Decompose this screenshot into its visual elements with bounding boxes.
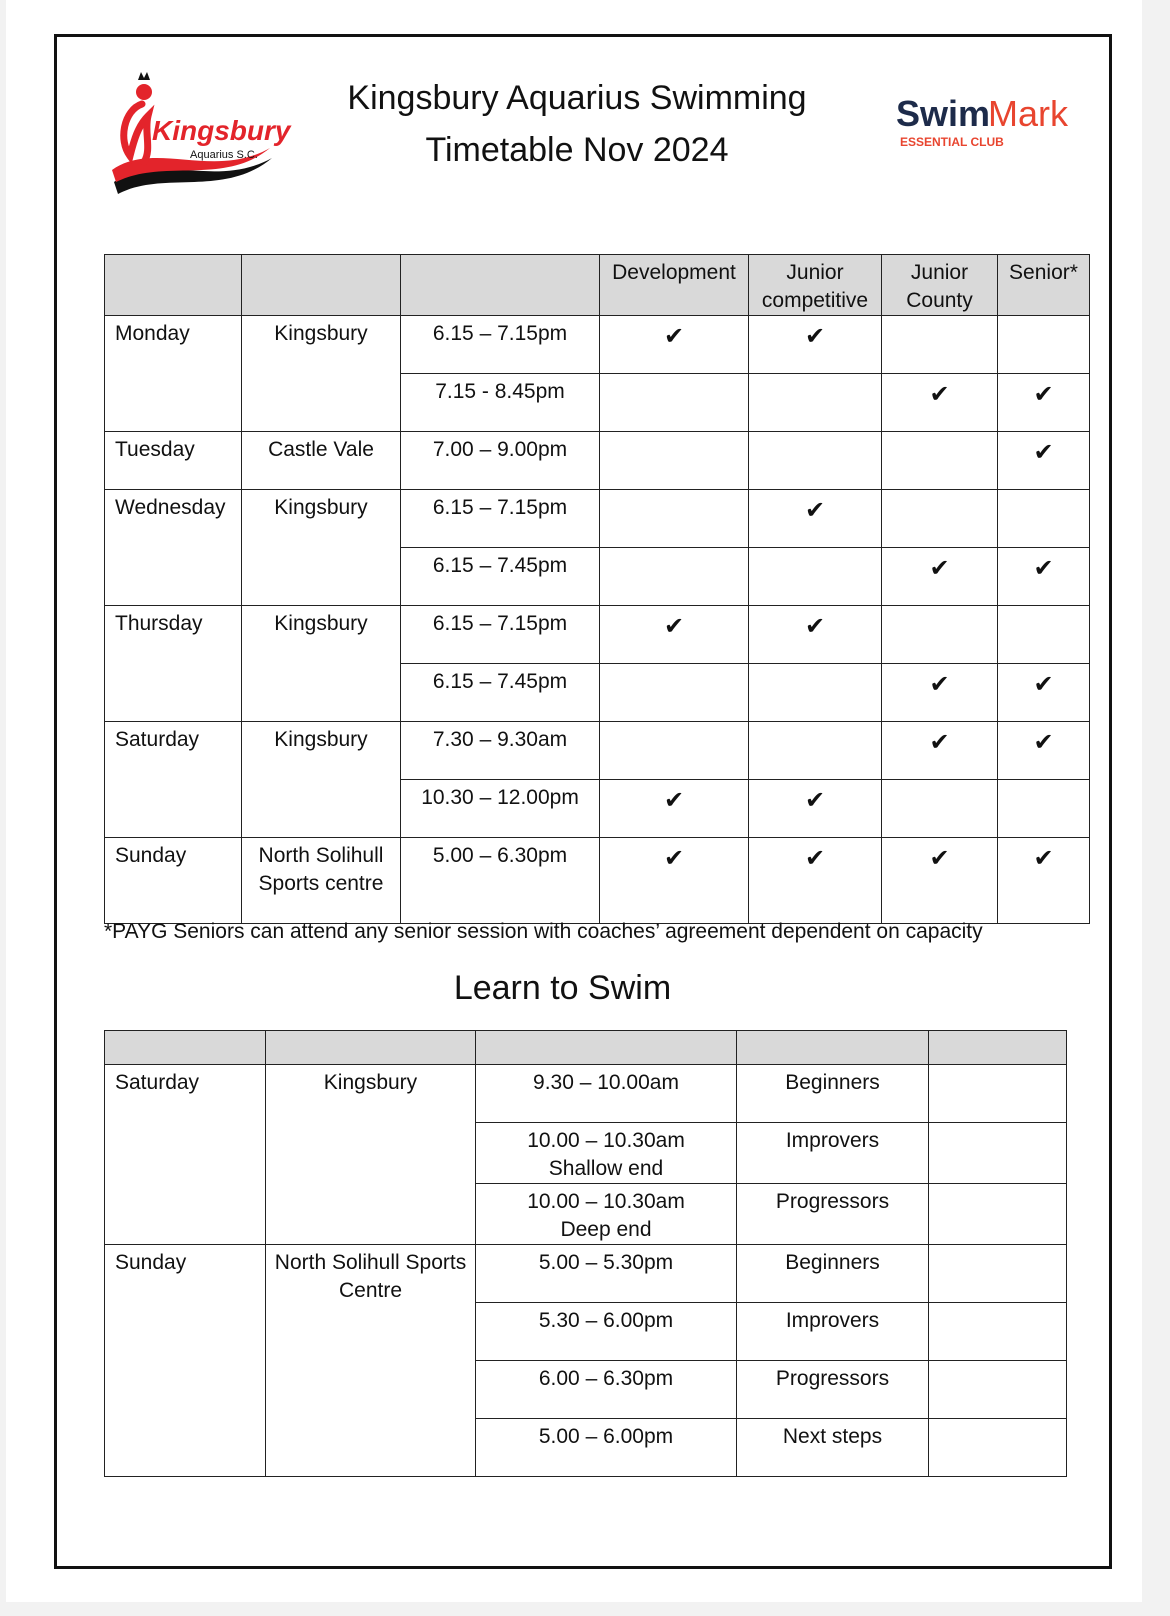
level-cell: Progressors: [737, 1361, 929, 1419]
header-cell: [929, 1031, 1067, 1065]
group-cell-development: [600, 316, 749, 374]
group-cell-development: [600, 548, 749, 606]
day-cell: Wednesday: [105, 490, 242, 606]
time-cell: [476, 1303, 737, 1361]
group-cell-development: [600, 606, 749, 664]
group-cell-senior: [998, 664, 1090, 722]
group-cell-junior-county: [882, 490, 998, 548]
empty-cell: [929, 1361, 1067, 1419]
group-cell-senior: [998, 838, 1090, 924]
check-icon: ✔: [929, 671, 950, 698]
check-icon: ✔: [929, 381, 950, 408]
group-cell-junior-competitive: [749, 664, 882, 722]
empty-cell: [929, 1245, 1067, 1303]
group-cell-junior-county: [882, 316, 998, 374]
check-icon: ✔: [929, 555, 950, 582]
level-cell: Improvers: [737, 1303, 929, 1361]
timetable-row: [105, 490, 1090, 548]
check-icon: ✔: [804, 497, 826, 524]
check-icon: ✔: [1033, 729, 1054, 756]
pool-end-text: Shallow end: [548, 1157, 664, 1180]
time-cell: [476, 1184, 737, 1245]
check-icon: ✔: [804, 323, 826, 350]
time-cell: 7.30 – 9.30am: [401, 722, 600, 780]
group-cell-senior: [998, 780, 1090, 838]
group-cell-junior-competitive: [749, 316, 882, 374]
swimmark-logo-subtext: ESSENTIAL CLUB: [900, 135, 1004, 149]
check-icon: ✔: [1033, 555, 1054, 582]
learn-to-swim-title: Learn to Swim: [453, 969, 672, 1007]
check-icon: ✔: [1033, 845, 1054, 872]
level-cell: Beginners: [737, 1065, 929, 1123]
group-cell-junior-county: [882, 606, 998, 664]
main-timetable: [104, 254, 1090, 924]
header-cell: [401, 255, 600, 316]
group-cell-junior-county: [882, 432, 998, 490]
empty-cell: [929, 1419, 1067, 1477]
time-text: 10.00 – 10.30am: [527, 1190, 685, 1213]
day-cell: Monday: [105, 316, 242, 432]
group-cell-junior-county: [882, 664, 998, 722]
day-cell: Saturday: [105, 1065, 266, 1245]
page-title-line1: Kingsbury Aquarius Swimming: [347, 79, 807, 117]
check-icon: ✔: [929, 729, 950, 756]
time-text: 5.00 – 5.30pm: [538, 1251, 674, 1274]
group-cell-junior-competitive: [749, 432, 882, 490]
day-cell: Thursday: [105, 606, 242, 722]
lts-row: [105, 1245, 1067, 1303]
kingsbury-logo-text: Kingsbury: [152, 115, 291, 146]
payg-note: *PAYG Seniors can attend any senior session with coaches’ agreement dependent on capacity: [104, 920, 983, 943]
group-cell-development: [600, 374, 749, 432]
time-cell: [476, 1419, 737, 1477]
group-cell-development: [600, 722, 749, 780]
swimmark-logo-mark: Mark: [988, 93, 1068, 134]
empty-cell: [929, 1303, 1067, 1361]
time-cell: 7.00 – 9.00pm: [401, 432, 600, 490]
check-icon: ✔: [804, 845, 826, 872]
group-cell-development: [600, 780, 749, 838]
group-cell-junior-county: [882, 374, 998, 432]
header-junior-county: Junior County: [882, 255, 998, 316]
group-cell-development: [600, 664, 749, 722]
timetable-row: [105, 432, 1090, 490]
lts-row: [105, 1065, 1067, 1123]
timetable-row: [105, 722, 1090, 780]
group-cell-development: [600, 432, 749, 490]
check-icon: ✔: [1033, 381, 1054, 408]
time-text: 10.00 – 10.30am: [527, 1129, 685, 1152]
group-cell-junior-competitive: [749, 780, 882, 838]
venue-cell: Kingsbury: [242, 606, 401, 722]
time-cell: 6.15 – 7.15pm: [401, 316, 600, 374]
check-icon: ✔: [1033, 439, 1054, 466]
kingsbury-logo: [104, 70, 291, 198]
level-cell: Improvers: [737, 1123, 929, 1184]
time-text: 6.00 – 6.30pm: [538, 1367, 674, 1390]
day-cell: Saturday: [105, 722, 242, 838]
timetable-row: [105, 838, 1090, 924]
group-cell-junior-competitive: [749, 548, 882, 606]
group-cell-senior: [998, 722, 1090, 780]
time-cell: 10.30 – 12.00pm: [401, 780, 600, 838]
venue-cell: Kingsbury: [242, 316, 401, 432]
time-text: 5.30 – 6.00pm: [538, 1309, 674, 1332]
group-cell-senior: [998, 374, 1090, 432]
check-icon: ✔: [804, 613, 826, 640]
header-senior: Senior*: [998, 255, 1090, 316]
group-cell-development: [600, 838, 749, 924]
venue-cell: North Solihull Sports centre: [242, 838, 401, 924]
group-cell-junior-competitive: [749, 490, 882, 548]
empty-cell: [929, 1065, 1067, 1123]
venue-cell: Kingsbury: [242, 490, 401, 606]
time-text: 5.00 – 6.00pm: [538, 1425, 674, 1448]
day-cell: Tuesday: [105, 432, 242, 490]
day-cell: Sunday: [105, 838, 242, 924]
check-icon: ✔: [663, 323, 685, 350]
page-title: [300, 72, 854, 176]
empty-cell: [929, 1184, 1067, 1245]
time-cell: 6.15 – 7.45pm: [401, 548, 600, 606]
swimmark-logo: [896, 88, 1096, 158]
time-cell: [476, 1361, 737, 1419]
time-cell: 7.15 - 8.45pm: [401, 374, 600, 432]
main-header-row: [105, 255, 1090, 316]
check-icon: ✔: [1033, 671, 1054, 698]
venue-cell: North Solihull Sports Centre: [266, 1245, 476, 1477]
empty-cell: [929, 1123, 1067, 1184]
timetable-row: [105, 316, 1090, 374]
time-cell: [476, 1065, 737, 1123]
header-cell: [105, 1031, 266, 1065]
venue-cell: Castle Vale: [242, 432, 401, 490]
group-cell-senior: [998, 548, 1090, 606]
group-cell-senior: [998, 316, 1090, 374]
level-cell: Next steps: [737, 1419, 929, 1477]
group-cell-junior-competitive: [749, 374, 882, 432]
check-icon: ✔: [663, 613, 685, 640]
header-cell: [105, 255, 242, 316]
time-cell: 6.15 – 7.45pm: [401, 664, 600, 722]
group-cell-junior-competitive: [749, 722, 882, 780]
group-cell-senior: [998, 606, 1090, 664]
pool-end-text: Deep end: [560, 1218, 652, 1241]
kingsbury-logo-subtext: Aquarius S.C.: [190, 149, 258, 161]
header-cell: [242, 255, 401, 316]
check-icon: ✔: [663, 787, 685, 814]
header-cell: [476, 1031, 737, 1065]
group-cell-senior: [998, 432, 1090, 490]
header-junior-competitive: Junior competitive: [749, 255, 882, 316]
lts-header-row: [105, 1031, 1067, 1065]
check-icon: ✔: [804, 787, 826, 814]
group-cell-junior-competitive: [749, 606, 882, 664]
day-cell: Sunday: [105, 1245, 266, 1477]
group-cell-junior-county: [882, 722, 998, 780]
group-cell-senior: [998, 490, 1090, 548]
page-title-line2: Timetable Nov 2024: [425, 131, 729, 169]
time-cell: 5.00 – 6.30pm: [401, 838, 600, 924]
timetable-row: [105, 606, 1090, 664]
header-cell: [266, 1031, 476, 1065]
time-cell: [476, 1123, 737, 1184]
venue-cell: Kingsbury: [266, 1065, 476, 1245]
level-cell: Progressors: [737, 1184, 929, 1245]
time-cell: [476, 1245, 737, 1303]
level-cell: Beginners: [737, 1245, 929, 1303]
group-cell-junior-county: [882, 548, 998, 606]
header-cell: [737, 1031, 929, 1065]
header-development: Development: [600, 255, 749, 316]
time-cell: 6.15 – 7.15pm: [401, 606, 600, 664]
check-icon: ✔: [663, 845, 685, 872]
check-icon: ✔: [929, 845, 950, 872]
group-cell-junior-county: [882, 780, 998, 838]
time-text: 9.30 – 10.00am: [533, 1071, 679, 1094]
learn-to-swim-table: [104, 1030, 1067, 1477]
swimmark-logo-swim: Swim: [896, 93, 991, 134]
venue-cell: Kingsbury: [242, 722, 401, 838]
group-cell-development: [600, 490, 749, 548]
group-cell-junior-county: [882, 838, 998, 924]
group-cell-junior-competitive: [749, 838, 882, 924]
time-cell: 6.15 – 7.15pm: [401, 490, 600, 548]
